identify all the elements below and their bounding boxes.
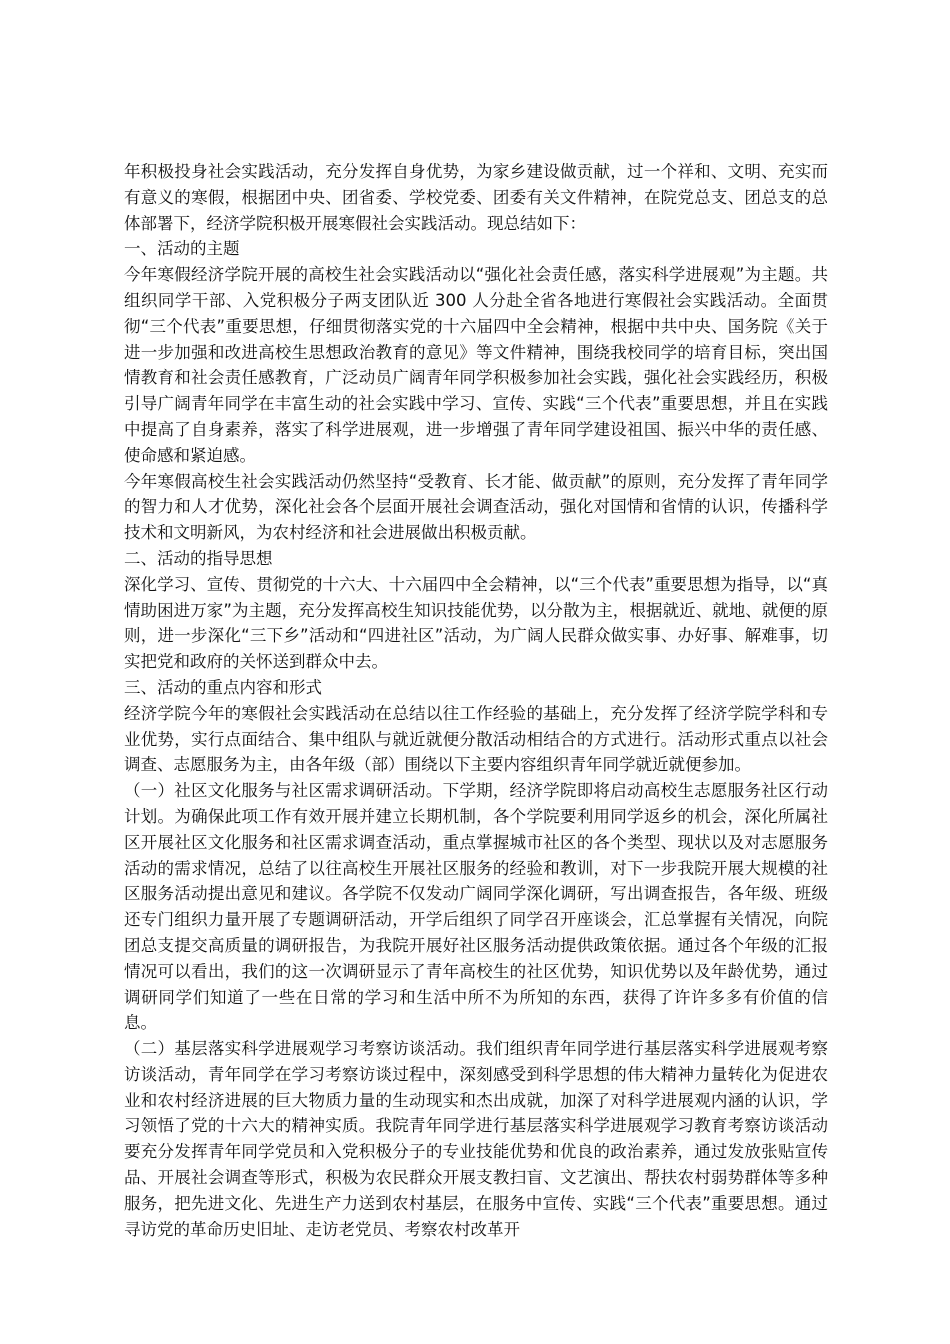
community-service-paragraph: （一）社区文化服务与社区需求调研活动。下学期，经济学院即将启动高校生志愿服务社区行动计划。为确保此项工作有效开展并建立长期机制，各个学院要利用同学返乡的机会，深化所属社区开展社区文化服务和社区需求调查活动，重点掌握城市社区的各个类型、现状以及对志愿服务活动的需求情况，总结了以往高校生开展社区服务的经验和教训，对下一步我院开展大规模的社区服务活动提出意见和建议。各学院不仅发动广阔同学深化调研，写出调查报告，各年级、班级还专门组织力量开展了专题调研活动，开学后组织了同学召开座谈会，汇总掌握有关情况，向院团总支提交高质量的调研报告，为我院开展好社区服务活动提供政策依据。通过各个年级的汇报情况可以看出，我们的这一次调研显示了青年高校生的社区优势，知识优势以及年龄优势，通过调研同学们知道了一些在日常的学习和生活中所不为所知的东西，获得了许许多多有价值的信息。	[124, 781, 828, 1033]
section-heading-theme: 一、活动的主题	[124, 239, 240, 259]
section-heading-guiding-thought: 二、活动的指导思想	[124, 548, 273, 568]
theme-paragraph: 今年寒假经济学院开展的高校生社会实践活动以“强化社会责任感，落实科学进展观”为主题。共组织同学干部、入党积极分子两支团队近 300 人分赴全省各地进行寒假社会实践活动。全面贯彻“三个代表”重要思想，仔细贯彻落实党的十六届四中全会精神，根据中共中央、国务院《关于进一步加强和改进高校生思想政治教育的意见》等文件精神，围绕我校同学的培育目标，突出国情教育和社会责任感教育，广泛动员广阔青年同学积极参加社会实践，强化社会实践经历，积极引导广阔青年同学在丰富生动的社会实践中学习、宣传、实践“三个代表”重要思想，并且在实践中提高了自身素养，落实了科学进展观，进一步增强了青年同学建设祖国、振兴中华的责任感、使命感和紧迫感。	[124, 265, 828, 465]
section-heading-content-form: 三、活动的重点内容和形式	[124, 677, 322, 697]
intro-paragraph: 年积极投身社会实践活动，充分发挥自身优势，为家乡建设做贡献，过一个祥和、文明、充实而有意义的寒假，根据团中央、团省委、学校党委、团委有关文件精神，在院党总支、团总支的总体部署下，经济学院积极开展寒假社会实践活动。现总结如下：	[124, 162, 828, 233]
principle-paragraph: 今年寒假高校生社会实践活动仍然坚持“受教育、长才能、做贡献”的原则，充分发挥了青年同学的智力和人才优势，深化社会各个层面开展社会调查活动，强化对国情和省情的认识，传播科学技术和文明新风，为农村经济和社会进展做出积极贡献。	[124, 471, 828, 543]
grassroots-study-paragraph: （二）基层落实科学进展观学习考察访谈活动。我们组织青年同学进行基层落实科学进展观考察访谈活动，青年同学在学习考察访谈过程中，深刻感受到科学思想的伟大精神力量转化为促进农业和农村经济进展的巨大物质力量的生动现实和杰出成就，加深了对科学进展观内涵的认识，学习领悟了党的十六大的精神实质。我院青年同学进行基层落实科学进展观学习教育考察访谈活动要充分发挥青年同学党员和入党积极分子的专业技能优势和优良的政治素养，通过发放张贴宣传品、开展社会调查等形式，积极为农民群众开展支教扫盲、文艺演出、帮扶农村弱势群体等多种服务，把先进文化、先进生产力送到农村基层，在服务中宣传、实践“三个代表”重要思想。通过寻访党的革命历史旧址、走访老党员、考察农村改革开	[124, 1039, 828, 1239]
document-page	[124, 159, 828, 1242]
guiding-thought-paragraph: 深化学习、宣传、贯彻党的十六大、十六届四中全会精神，以“三个代表”重要思想为指导，以“真情助困进万家”为主题，充分发挥高校生知识技能优势，以分散为主，根据就近、就地、就便的原则，进一步深化“三下乡”活动和“四进社区”活动，为广阔人民群众做实事、办好事、解难事，切实把党和政府的关怀送到群众中去。	[124, 574, 828, 672]
content-form-paragraph: 经济学院今年的寒假社会实践活动在总结以往工作经验的基础上，充分发挥了经济学院学科和专业优势，实行点面结合、集中组队与就近就便分散活动相结合的方式进行。活动形式重点以社会调查、志愿服务为主，由各年级（部）围绕以下主要内容组织青年同学就近就便参加。	[124, 703, 828, 775]
